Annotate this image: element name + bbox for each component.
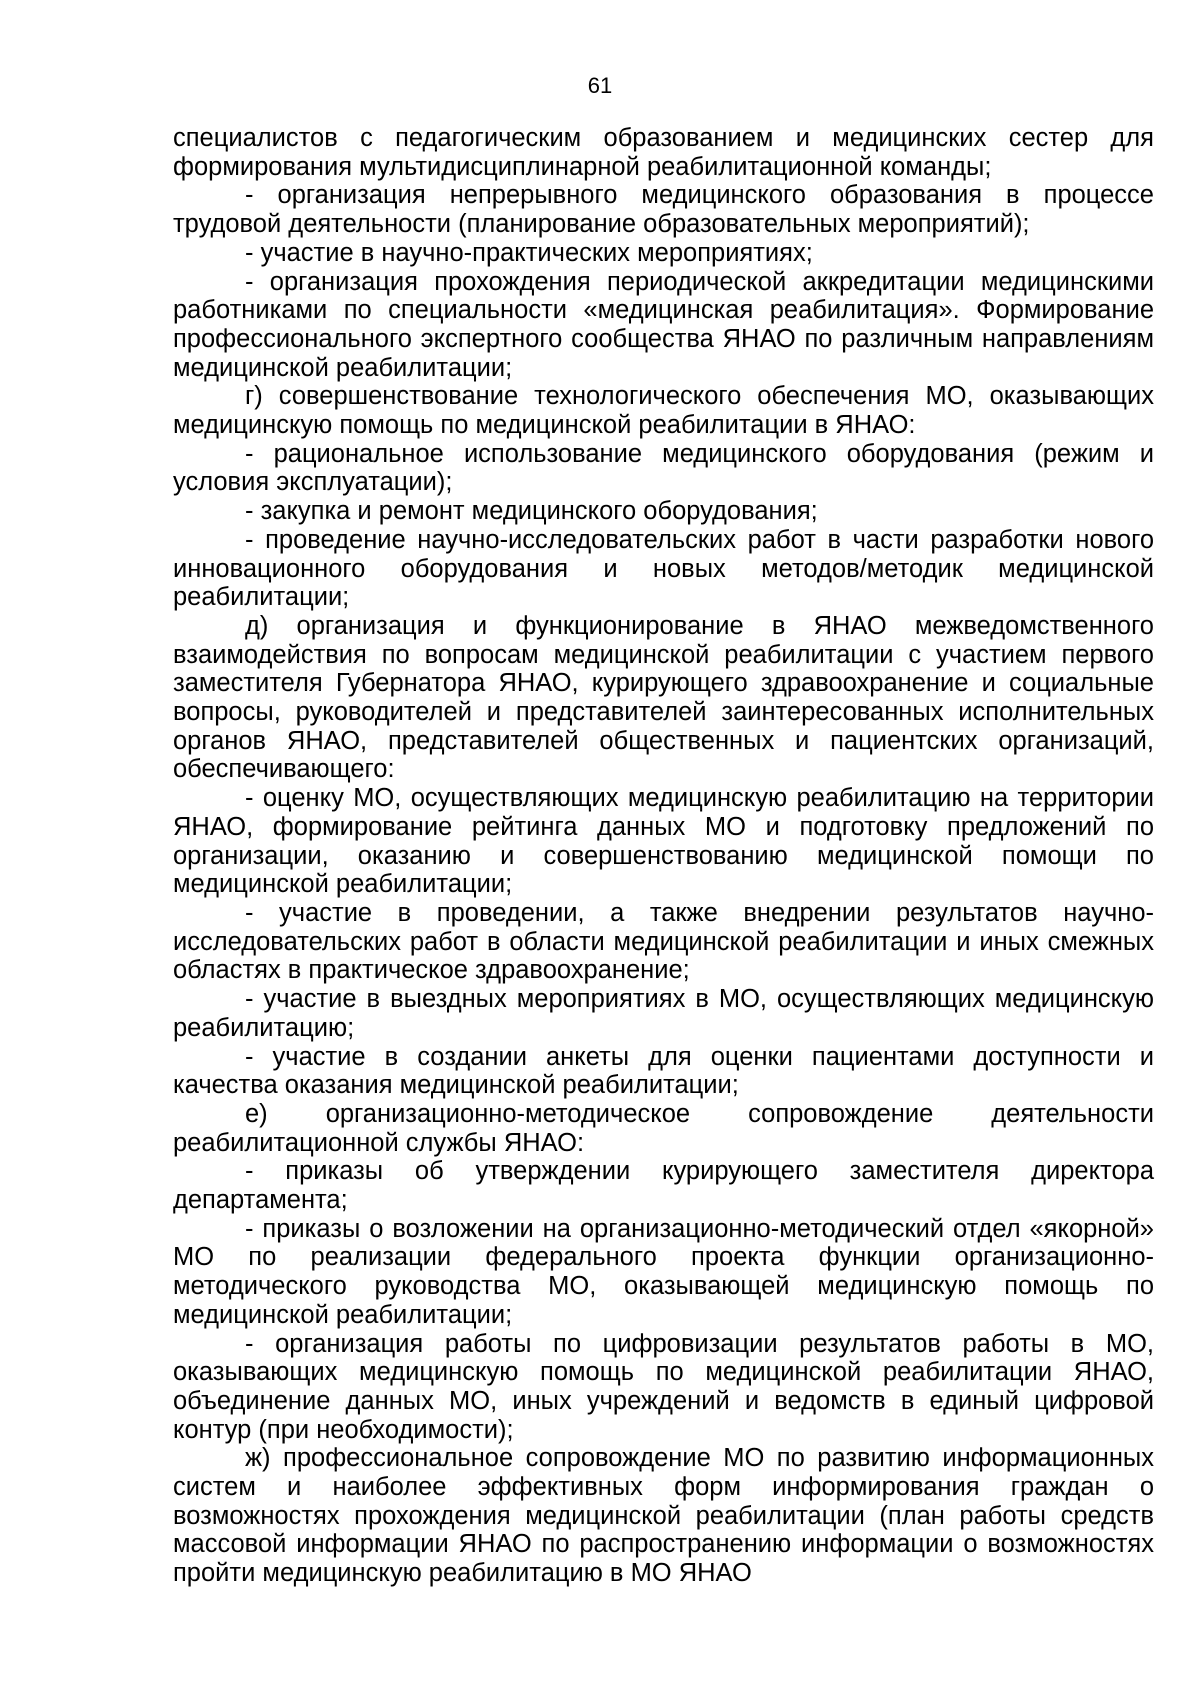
paragraph-item: - проведение научно-исследовательских работ в части разработки нового инновационного оборудования и новых методов/методик медицинской реабилитации; — [173, 525, 1154, 612]
paragraph-item: - организация непрерывного медицинского образования в процессе трудовой деятельности (планирование образовательных мероприятий); — [173, 181, 1154, 239]
paragraph-section-g: г) совершенствование технологического обеспечения МО, оказывающих медицинскую помощь по медицинской реабилитации в ЯНАО: — [173, 382, 1154, 440]
paragraph-continuation: специалистов с педагогическим образованием и медицинских сестер для формирования мультидисциплинарной реабилитационной команды; — [173, 124, 1154, 181]
paragraph-item: - организация работы по цифровизации результатов работы в МО, оказывающих медицинскую помощь по медицинской реабилитации ЯНАО, объединение данных МО, иных учреждений и ведомств в единый цифровой контур (при необходимости); — [173, 1329, 1154, 1444]
paragraph-section-zh: ж) профессиональное сопровождение МО по развитию информационных систем и наиболее эффективных форм информирования граждан о возможностях прохождения медицинской реабилитации (план работы средств массовой информации ЯНАО по распространению информации о возможностях пройти медицинскую реабилитацию в МО ЯНАО — [173, 1444, 1154, 1588]
paragraph-item: - участие в проведении, а также внедрении результатов научно-исследовательских работ в области медицинской реабилитации и иных смежных областях в практическое здравоохранение; — [173, 898, 1154, 985]
paragraph-item: - оценку МО, осуществляющих медицинскую реабилитацию на территории ЯНАО, формирование рейтинга данных МО и подготовку предложений по организации, оказанию и совершенствованию медицинской помощи по медицинской реабилитации; — [173, 784, 1154, 899]
paragraph-section-e: е) организационно-методическое сопровождение деятельности реабилитационной службы ЯНАО: — [173, 1099, 1154, 1157]
paragraph-item: - рациональное использование медицинского оборудования (режим и условия эксплуатации); — [173, 439, 1154, 497]
paragraph-item: - организация прохождения периодической аккредитации медицинскими работниками по специальности «медицинская реабилитация». Формирование профессионального экспертного сообщества ЯНАО по различным направлениям медицинской реабилитации; — [173, 267, 1154, 382]
paragraph-item: - участие в выездных мероприятиях в МО, осуществляющих медицинскую реабилитацию; — [173, 985, 1154, 1042]
document-body — [173, 124, 1154, 1588]
paragraph-section-d: д) организация и функционирование в ЯНАО межведомственного взаимодействия по вопросам медицинской реабилитации с участием первого заместителя Губернатора ЯНАО, курирующего здравоохранение и социальные вопросы, руководителей и представителей заинтересованных исполнительных органов ЯНАО, представителей общественных и пациентских организаций, обеспечивающего: — [173, 611, 1154, 784]
paragraph-item: - участие в создании анкеты для оценки пациентами доступности и качества оказания медицинской реабилитации; — [173, 1042, 1154, 1100]
paragraph-item: - закупка и ремонт медицинского оборудования; — [245, 497, 818, 526]
page-number: 61 — [587, 73, 613, 98]
paragraph-item: - приказы о возложении на организационно-методический отдел «якорной» МО по реализации федерального проекта функции организационно-методического руководства МО, оказывающей медицинскую помощь по медицинской реабилитации; — [173, 1214, 1154, 1329]
paragraph-item: - участие в научно-практических мероприятиях; — [245, 238, 813, 267]
paragraph-item: - приказы об утверждении курирующего заместителя директора департамента; — [173, 1157, 1154, 1215]
